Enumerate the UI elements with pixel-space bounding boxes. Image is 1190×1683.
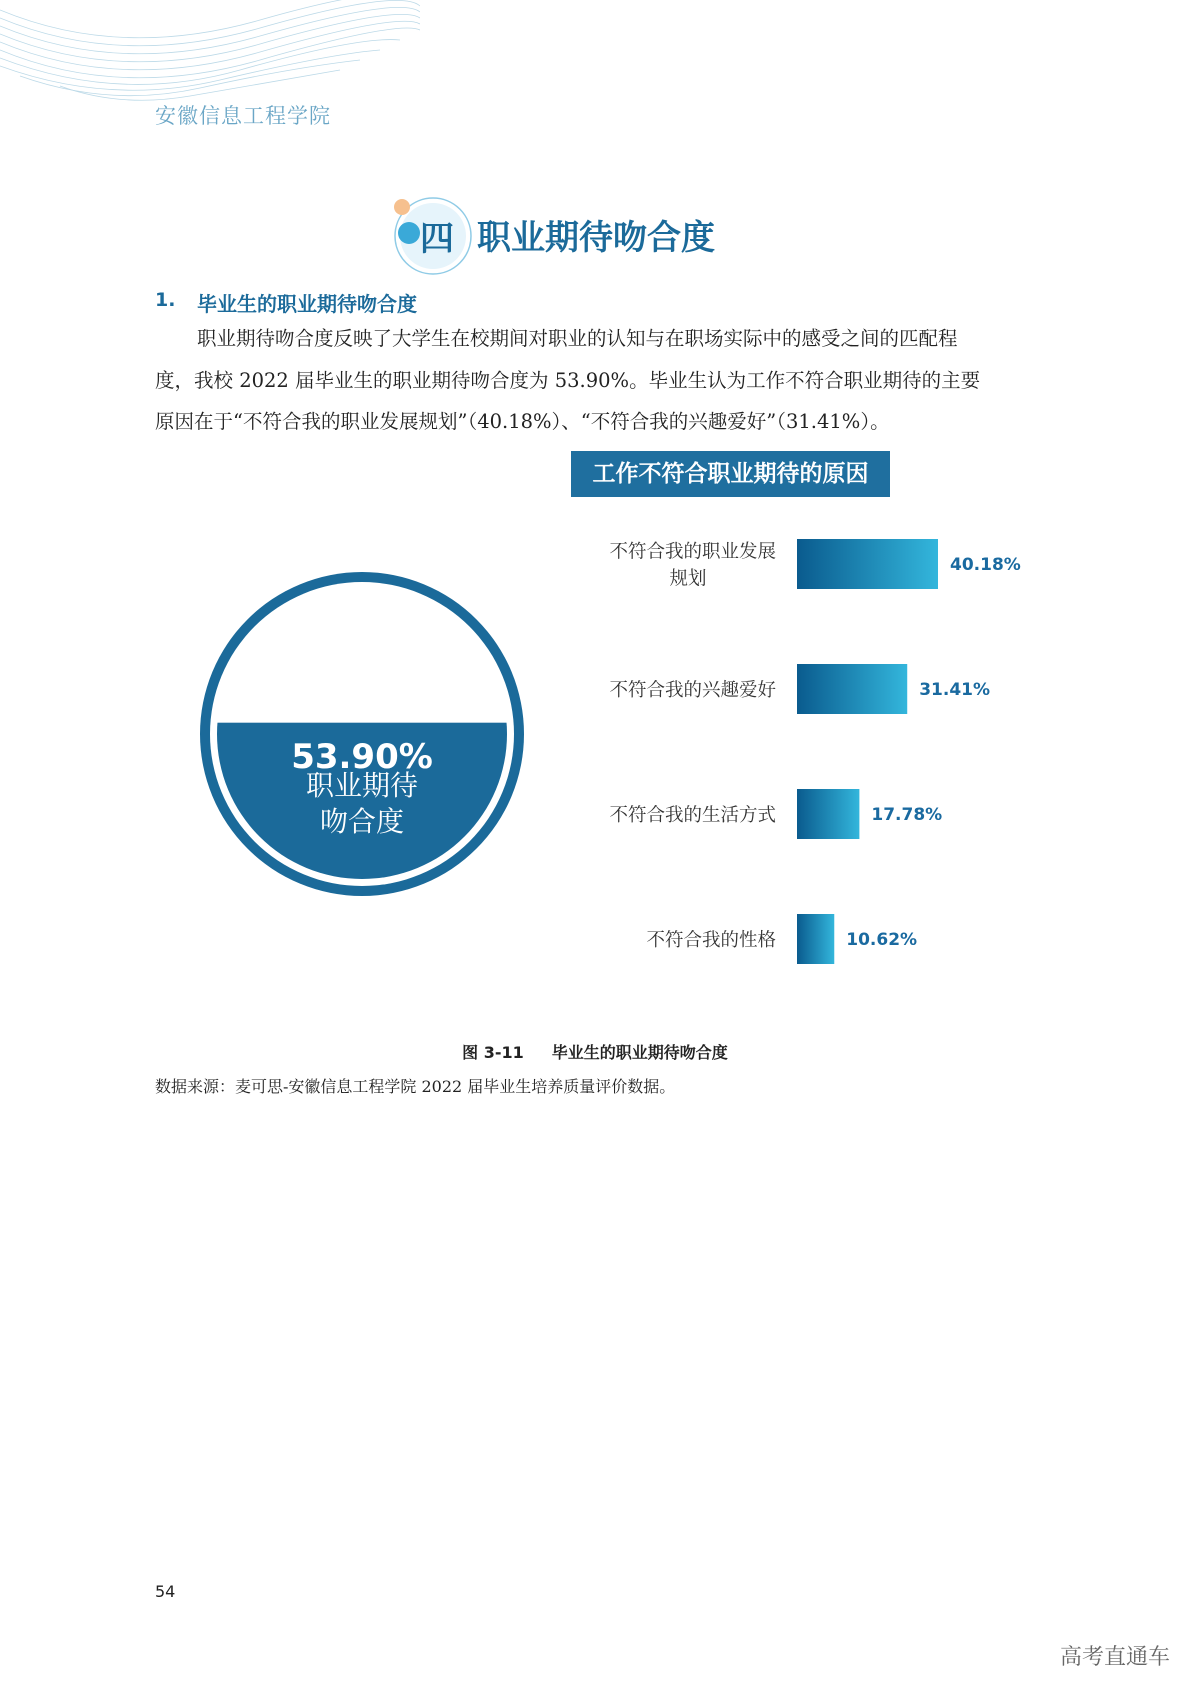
- bar-category-label-4-line-1: 不符合我的性格: [646, 930, 776, 951]
- gauge-value-label: 53.90%: [291, 737, 433, 777]
- bar-1: [797, 539, 938, 589]
- watermark-text: 高考直通车: [1060, 1645, 1171, 1670]
- bar-category-label-1-line-2: 规划: [669, 568, 707, 590]
- gauge-label-line-1: 职业期待: [305, 769, 419, 802]
- bar-4: [797, 914, 834, 964]
- bar-series: [609, 539, 1020, 964]
- figure-number: 图 3-11: [462, 1043, 524, 1062]
- school-name-header: 安徽信息工程学院: [155, 104, 331, 128]
- data-source-note: 数据来源：麦可思-安徽信息工程学院 2022 届毕业生培养质量评价数据。: [155, 1077, 676, 1096]
- bar-value-label-3: 17.78%: [871, 805, 943, 825]
- chart-title: 工作不符合职业期待的原因: [592, 461, 869, 487]
- subsection-number: 1.: [155, 289, 176, 311]
- paragraph-line-1: 职业期待吻合度反映了大学生在校期间对职业的认知与在职场实际中的感受之间的匹配程: [197, 327, 958, 350]
- figure-caption: [0, 1040, 1190, 1063]
- section-number: 四: [420, 219, 454, 259]
- subsection-title: 毕业生的职业期待吻合度: [197, 292, 417, 316]
- section-title: 职业期待吻合度: [477, 218, 715, 258]
- paragraph-line-2: 度，我校 2022 届毕业生的职业期待吻合度为 53.90%。毕业生认为工作不符合职业期待的主要: [155, 369, 981, 392]
- bar-value-label-2: 31.41%: [919, 680, 991, 700]
- paragraph-line-3: 原因在于“不符合我的职业发展规划”（40.18%）、“不符合我的兴趣爱好”（31.41%）。: [155, 410, 890, 433]
- bar-category-label-2-line-1: 不符合我的兴趣爱好: [609, 680, 776, 701]
- bar-value-label-1: 40.18%: [950, 555, 1021, 575]
- bar-category-label-3-line-1: 不符合我的生活方式: [609, 805, 776, 826]
- gauge-chart: [200, 572, 524, 896]
- bar-value-label-4: 10.62%: [846, 930, 918, 950]
- figure-caption-text: 毕业生的职业期待吻合度: [551, 1043, 728, 1062]
- bar-3: [797, 789, 859, 839]
- bar-category-label-1-line-1: 不符合我的职业发展: [609, 541, 776, 563]
- gauge-label-line-2: 吻合度: [319, 805, 405, 838]
- bar-2: [797, 664, 907, 714]
- page-number: 54: [155, 1582, 176, 1601]
